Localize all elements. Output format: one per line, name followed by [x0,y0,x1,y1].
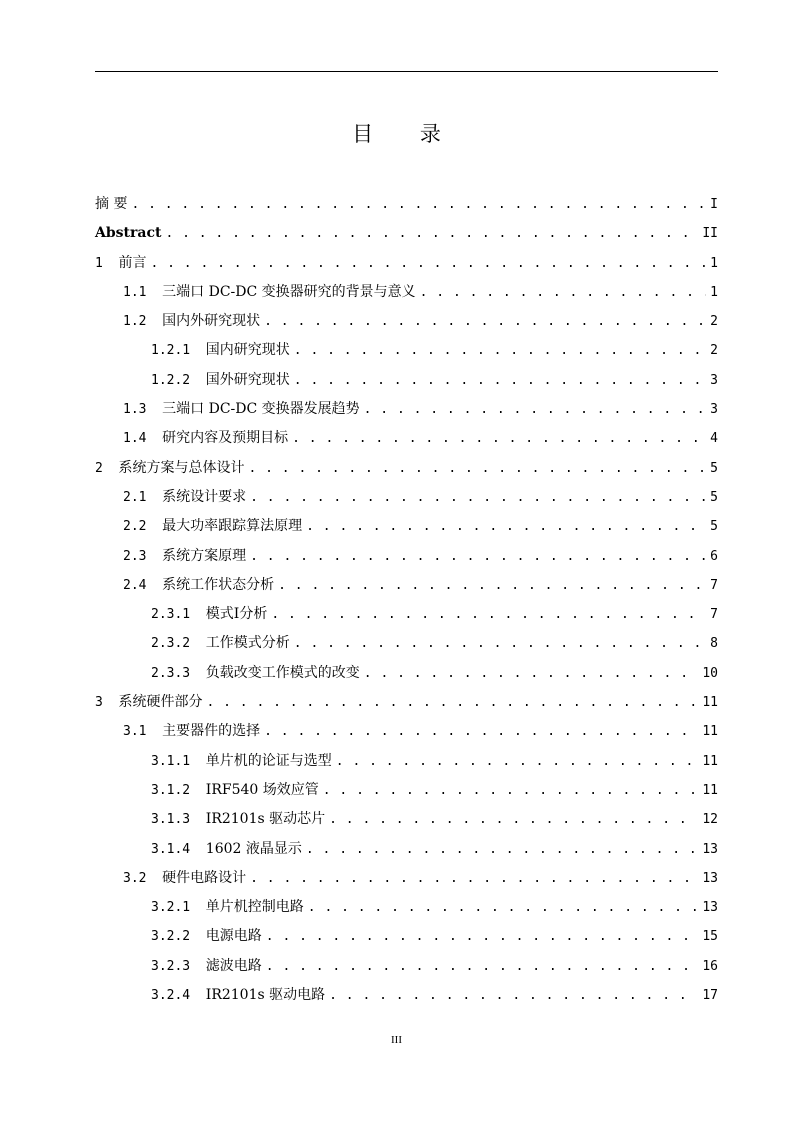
header-rule [95,71,718,72]
toc-entry-label: 负载改变工作模式的改变 [205,664,360,681]
toc-entry-number: 3.1.3 [151,812,206,828]
toc-entry-label: 国外研究现状 [205,371,290,388]
toc-leader-dots [306,512,706,541]
toc-entry-number: 2.4 [123,577,163,593]
toc-entry[interactable] [95,424,718,453]
toc-entry-page: 10 [702,665,718,681]
toc-entry[interactable] [95,776,718,805]
toc-entry-label: 系统方案与总体设计 [118,459,245,476]
toc-entry-label: 1602 液晶显示 [205,840,302,857]
toc-leader-dots [250,542,706,571]
toc-entry-number: 3.2.3 [151,958,206,974]
toc-entry-number: 3.1.1 [151,753,206,769]
toc-leader-dots [329,805,698,834]
toc-leader-dots [308,893,699,922]
toc-entry-page: 16 [702,958,718,974]
toc-leader-dots [266,952,699,981]
toc-entry[interactable] [95,307,718,336]
toc-entry-label: 三端口 DC-DC 变换器发展趋势 [162,401,360,418]
toc-leader-dots [292,424,706,453]
toc-entry-number: 3.1 [123,724,163,740]
toc-entry-number: 1.4 [123,431,163,447]
toc-entry[interactable] [95,952,718,981]
toc-leader-dots [264,717,698,746]
toc-entry-number: 1.2.2 [151,372,206,388]
toc-leader-dots [248,454,706,483]
toc-entry-number: 3.2.2 [151,929,206,945]
toc-entry-label: 系统设计要求 [162,488,247,505]
toc-entry-label: 最大功率跟踪算法原理 [162,518,303,535]
toc-entry-label: 硬件电路设计 [162,869,247,886]
toc-leader-dots [420,278,707,307]
toc-entry[interactable] [95,278,718,307]
toc-entry[interactable] [95,336,718,365]
toc-entry-page: 6 [710,548,718,564]
toc-leader-dots [294,629,706,658]
toc-entry-page: 13 [702,870,718,886]
toc-leader-dots [150,249,706,278]
toc-entry-page: 7 [710,577,718,593]
toc-entry-label: 研究内容及预期目标 [162,430,289,447]
toc-entry-page: 15 [702,929,718,945]
toc-entry-page: 3 [710,402,718,418]
toc-entry-page: I [710,197,718,212]
toc-entry-number: 1.1 [123,284,163,300]
toc-entry-page: 1 [710,284,718,300]
toc-entry-number: 1.3 [123,402,163,418]
toc-entry[interactable] [95,659,718,688]
toc-entry-page: 11 [702,782,718,798]
page-title: 目 录 [352,122,461,146]
toc-entry[interactable] [95,542,718,571]
toc-entry-label: Abstract [95,225,162,242]
toc-entry-page: 5 [710,519,718,535]
toc-entry-number: 3 [95,695,119,711]
toc-entry-label: 滤波电路 [205,957,262,974]
toc-entry-page: 17 [702,988,718,1004]
toc-entry-label: 模式Ⅰ分析 [205,606,268,623]
toc-entry[interactable] [95,893,718,922]
toc-entry-label: 摘 要 [95,196,128,212]
toc-leader-dots [306,835,698,864]
toc-entry-label: 单片机控制电路 [205,899,304,916]
toc-entry-page: 4 [710,431,718,447]
toc-entry-page: 13 [702,841,718,857]
toc-entry-number: 3.2.1 [151,900,206,916]
toc-entry-page: 2 [710,343,718,359]
toc-entry-label: IR2101s 驱动电路 [205,987,326,1004]
toc-entry-number: 3.1.4 [151,841,206,857]
toc-entry-label: 工作模式分析 [205,635,290,652]
toc-leader-dots [336,747,699,776]
toc-entry-number: 1.2.1 [151,343,206,359]
toc-entry-page: 7 [710,607,718,623]
toc-entry[interactable] [95,864,718,893]
toc-leader-dots [329,981,698,1010]
toc-entry[interactable] [95,512,718,541]
toc-entry[interactable] [95,600,718,629]
toc-leader-dots [294,366,706,395]
toc-entry[interactable] [95,922,718,951]
toc-entry-number: 1 [95,255,119,271]
toc-entry-number: 2.3.2 [151,636,206,652]
toc-entry-label: 电源电路 [205,928,262,945]
toc-entry-page: 2 [710,314,718,330]
toc-entry-label: IRF540 场效应管 [205,781,319,798]
toc-entry-page: 1 [710,255,718,271]
toc-entry-number: 2.1 [123,489,163,505]
toc-entry-label: 单片机的论证与选型 [205,752,332,769]
toc-entry[interactable] [95,395,718,424]
toc-leader-dots [364,395,707,424]
toc-entry-number: 3.2.4 [151,988,206,1004]
toc-leader-dots [250,483,706,512]
toc-entry[interactable] [95,571,718,600]
toc-entry-number: 2.3.3 [151,665,206,681]
toc-entry-number: 2.2 [123,519,163,535]
toc-entry-label: 系统工作状态分析 [162,576,275,593]
toc-entry-number: 2.3.1 [151,607,206,623]
toc-entry-label: 国内外研究现状 [162,313,261,330]
toc-entry[interactable] [95,249,718,278]
toc-entry-page: 12 [702,812,718,828]
toc-leader-dots [250,864,698,893]
toc-entry-label: 前言 [118,254,147,271]
toc-entry-page: 3 [710,372,718,388]
toc-entry-page: 5 [710,460,718,476]
toc-leader-dots [294,336,706,365]
toc-entry-label: 主要器件的选择 [162,723,261,740]
toc-entry[interactable] [95,629,718,658]
toc-entry[interactable] [95,981,718,1010]
toc-leader-dots [264,307,706,336]
toc-entry-page: 5 [710,489,718,505]
toc-entry[interactable] [95,805,718,834]
toc-entry[interactable] [95,454,718,483]
toc-leader-dots [266,922,699,951]
toc-entry-page: 11 [702,724,718,740]
toc-entry-number: 3.2 [123,870,163,886]
toc-entry-page: 11 [702,695,718,711]
toc-entry[interactable] [95,835,718,864]
toc-entry[interactable] [95,366,718,395]
toc-entry-label: 三端口 DC-DC 变换器研究的背景与意义 [162,283,416,300]
toc-leader-dots [278,571,706,600]
toc-entry[interactable] [95,483,718,512]
toc-entry-label: 国内研究现状 [205,342,290,359]
toc-leader-dots [131,190,706,219]
page-number: III [391,1034,402,1046]
toc-entry-page: 11 [702,753,718,769]
toc-entry[interactable] [95,747,718,776]
toc-entry[interactable] [95,688,718,717]
toc-entry-page: II [702,226,718,242]
toc-entry[interactable] [95,219,718,248]
toc-entry[interactable] [95,717,718,746]
toc-leader-dots [271,600,706,629]
toc-entry-number: 1.2 [123,314,163,330]
toc-entry-label: 系统方案原理 [162,547,247,564]
toc-entry[interactable] [95,190,718,219]
toc-entry-page: 13 [702,900,718,916]
table-of-contents [95,190,718,1010]
toc-leader-dots [165,219,698,248]
toc-entry-number: 2.3 [123,548,163,564]
toc-leader-dots [364,659,699,688]
toc-entry-number: 2 [95,460,119,476]
toc-entry-page: 8 [710,636,718,652]
toc-leader-dots [206,688,698,717]
toc-entry-label: 系统硬件部分 [118,694,203,711]
toc-entry-label: IR2101s 驱动芯片 [205,811,326,828]
toc-entry-number: 3.1.2 [151,782,206,798]
toc-leader-dots [323,776,699,805]
